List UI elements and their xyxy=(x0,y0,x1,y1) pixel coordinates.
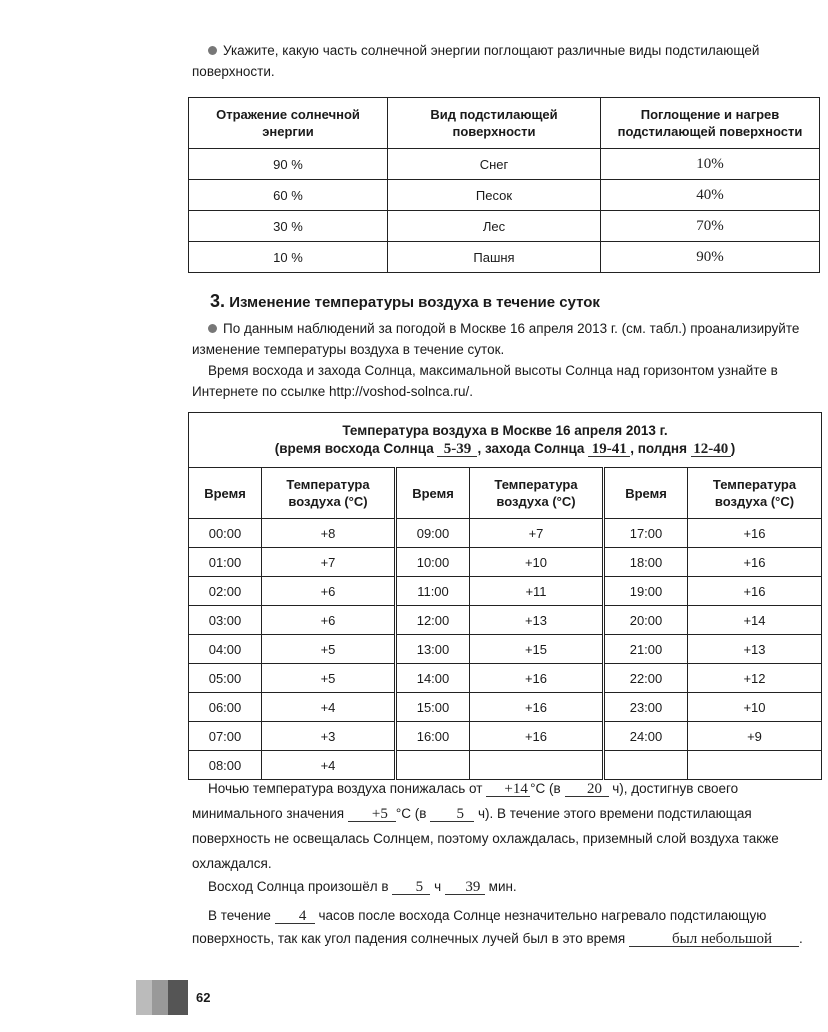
table-row: 10 % Пашня 90% xyxy=(189,242,820,273)
table-row: 01:00 +7 10:00 +10 18:00 +16 xyxy=(189,548,822,577)
fill-paragraph-3: В течение 4 часов после восхода Солнце незначительно нагревало подстилающую поверхность, так как угол падения солнечных лучей был в это время был небольшой . xyxy=(192,908,803,947)
table-header: Время xyxy=(604,468,688,519)
page-corner-decoration xyxy=(136,980,188,1015)
fill-paragraph-1: Ночью температура воздуха понижалась от +14 °С (в 20 ч), достигнув своего минимального значения +5 °С (в 5 ч). В течение этого времени подстилающая поверхность не освещалась Солнцем, поэтому охлаждалась, приземный слой воздуха также охлаждался. xyxy=(192,781,779,871)
min-temp-field[interactable]: +5 xyxy=(348,807,396,822)
table-row: 30 % Лес 70% xyxy=(189,211,820,242)
sunrise-hour-field[interactable]: 5 xyxy=(392,880,430,895)
fill-paragraph-2: Восход Солнца произошёл в 5 ч 39 мин. xyxy=(208,879,517,895)
sunrise-field[interactable]: 5-39 xyxy=(437,442,477,457)
answer-cell[interactable]: 90% xyxy=(601,242,820,273)
night-temp-from-hour-field[interactable]: 20 xyxy=(565,782,609,797)
table-header: Отражение солнечной энергии xyxy=(189,98,388,149)
noon-field[interactable]: 12-40 xyxy=(691,442,731,457)
table-header: Поглощение и нагрев подстилающей поверхности xyxy=(601,98,820,149)
table-row: 03:00 +6 12:00 +13 20:00 +14 xyxy=(189,606,822,635)
answer-cell[interactable]: 40% xyxy=(601,180,820,211)
table-row: 04:00 +5 13:00 +15 21:00 +13 xyxy=(189,635,822,664)
table-row: 00:00 +8 09:00 +7 17:00 +16 xyxy=(189,519,822,548)
table-row: 06:00 +4 15:00 +16 23:00 +10 xyxy=(189,693,822,722)
section-heading: 3. Изменение температуры воздуха в течение суток xyxy=(210,291,600,311)
table-header: Температура воздуха (°С) xyxy=(470,468,604,519)
temperature-table xyxy=(188,412,822,780)
sunrise-minute-field[interactable]: 39 xyxy=(445,880,485,895)
task1-prompt: Укажите, какую часть солнечной энергии поглощают различные виды подстилающей поверхности. xyxy=(192,43,760,79)
table-row: 90 % Снег 10% xyxy=(189,149,820,180)
bullet-icon xyxy=(208,46,217,55)
table-row: 07:00 +3 16:00 +16 24:00 +9 xyxy=(189,722,822,751)
table-header: Вид подстилающей поверхности xyxy=(388,98,601,149)
bullet-icon xyxy=(208,324,217,333)
table-caption: Температура воздуха в Москве 16 апреля 2013 г. (время восхода Солнца 5-39 , захода Солнца 19-41 , полдня 12-40 ) xyxy=(189,413,822,468)
night-temp-from-field[interactable]: +14 xyxy=(486,782,530,797)
table-row: 08:00 +4 xyxy=(189,751,822,780)
answer-cell[interactable]: 70% xyxy=(601,211,820,242)
page-number: 62 xyxy=(196,990,211,1005)
hours-field[interactable]: 4 xyxy=(275,909,315,924)
answer-cell[interactable]: 10% xyxy=(601,149,820,180)
sun-angle-field[interactable]: был небольшой xyxy=(629,932,799,947)
table-header: Температура воздуха (°С) xyxy=(688,468,822,519)
reflection-table xyxy=(188,97,820,273)
min-temp-hour-field[interactable]: 5 xyxy=(430,807,474,822)
table-header: Время xyxy=(396,468,470,519)
section-para-1: По данным наблюдений за погодой в Москве 16 апреля 2013 г. (см. табл.) проанализируйте изменение температуры воздуха в течение суток. xyxy=(192,321,800,357)
sunset-field[interactable]: 19-41 xyxy=(588,442,630,457)
table-row: 02:00 +6 11:00 +11 19:00 +16 xyxy=(189,577,822,606)
table-header: Время xyxy=(189,468,262,519)
table-row: 60 % Песок 40% xyxy=(189,180,820,211)
table-row: 05:00 +5 14:00 +16 22:00 +12 xyxy=(189,664,822,693)
section-para-2: Время восхода и захода Солнца, максимальной высоты Солнца над горизонтом узнайте в Интернете по ссылке http://voshod-solnca.ru/. xyxy=(192,363,778,399)
table-header: Температура воздуха (°С) xyxy=(262,468,396,519)
